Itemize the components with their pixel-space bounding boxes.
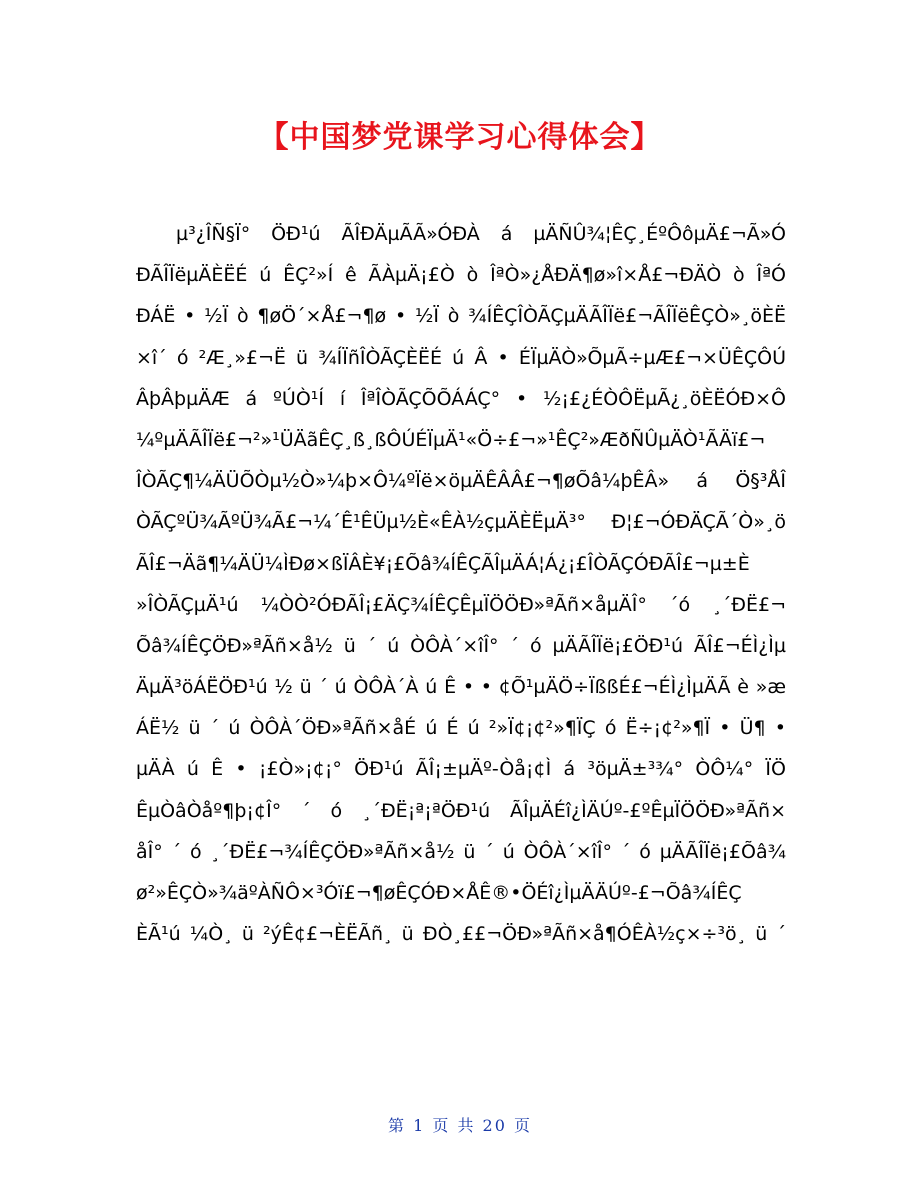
document-title: 【中国梦党课学习心得体会】 (258, 120, 662, 155)
paragraph-line: ÃÎ£¬Äã¶¼ÄÜ¼ÌÐø×ßÏÂÈ¥¡£Õâ¾ÍÊÇÃÎµÄÁ¦Á¿¡£ÎÒÃÇÓÐÃÎ£¬µ±È (136, 552, 750, 575)
paragraph-line: ÄµÄ³öÁËÖÐ¹ú ½ ü ´ ú ÒÔÀ´À ú Ê • • ¢Õ¹µÄÖ÷ÏßßÉ£¬ÉÌ¿ÌµÄÃ è »æ (136, 676, 786, 699)
paragraph-line: Õâ¾ÍÊÇÖÐ»ªÃñ×å½ ü ´ ú ÒÔÀ´×îÎ° ´ ó µÄÃÎÏë¡£ÖÐ¹ú ÃÎ£¬ÉÌ¿Ìµ (136, 634, 786, 657)
paragraph-line: ÐÁË • ½Ï ò ¶øÖ´×Å£¬¶ø • ½Ï ò ¾ÍÊÇÎÒÃÇµÄÃÎÏë£¬ÃÎÏëÊÇÒ»¸öÈË (136, 305, 786, 328)
paragraph-line: ÒÃÇºÜ¾ÃºÜ¾Ã£¬¼´Ê¹ÊÜµ½È«ÊÀ½çµÄÈËµÄ³° Ð¦£¬ÓÐÄÇÃ´Ò»¸ö (136, 511, 786, 534)
paragraph-line: »ÎÒÃÇµÄ¹ú ¼ÒÒ²ÓÐÃÎ¡£ÄÇ¾ÍÊÇÊµÏÖÖÐ»ªÃñ×åµÄÎ° ´ó ¸´ÐË£¬ (136, 593, 786, 616)
paragraph-line: µ³¿ÎÑ§Ï° ÖÐ¹ú ÃÎÐÄµÃÃ»ÓÐÀ á µÄÑÛ¾¦ÊÇ¸ÉºÔôµÄ£¬Ã»Ó (176, 223, 786, 245)
paragraph-line: µÄÀ ú Ê • ¡£Ò»¡¢¡° ÖÐ¹ú ÃÎ¡±µÄº-Òå¡¢Ì á ³öµÄ±³¾° ÒÔ¼° ÏÖ (136, 758, 786, 781)
paragraph-line: ÂþÂþµÄÆ á ºÚÒ¹Í í ÎªÎÒÃÇÕÕÁÁÇ° • ½¡£¿ÉÒÔËµÃ¿¸öÈËÓÐ×Ô (136, 387, 786, 410)
paragraph-line: ÈÃ¹ú ¼Ò¸ ü ²ýÊ¢£¬ÈËÃñ¸ ü ÐÒ¸££¬ÖÐ»ªÃñ×å¶ÓÊÀ½ç×÷³ö¸ ü ´ (136, 923, 786, 946)
paragraph-line: ø²»ÊÇÒ»¾äºÀÑÔ×³Óï£¬¶øÊÇÓÐ×ÅÊ®•ÖÉî¿ÌµÄÄÚº-£¬Õâ¾ÍÊÇ (136, 882, 742, 904)
paragraph-line: ÎÒÃÇ¶¼ÄÜÕÒµ½Ò»¼þ×Ô¼ºÏë×öµÄÊÂÂ£¬¶øÕâ¼þÊÂ» á Ö§³ÅÎ (136, 470, 786, 493)
paragraph-line: ÊµÒâÒåº¶þ¡¢Î° ´ ó ¸´ÐË¡ª¡ªÖÐ¹ú ÃÎµÄÉî¿ÌÄÚº-£ºÊµÏÖÖÐ»ªÃñ× (136, 799, 786, 822)
page-footer: 第 1 页 共 20 页 (388, 1116, 532, 1135)
document-body (136, 214, 786, 955)
paragraph-line: ÁË½ ü ´ ú ÒÔÀ´ÖÐ»ªÃñ×åÉ ú É ú ²»Ï¢¡¢²»¶ÏÇ ó Ë÷¡¢²»¶Ï • Ü¶ • (136, 717, 786, 740)
paragraph-line: ¼ºµÄÃÎÏë£¬²»¹ÜÄãÊÇ¸ß¸ßÔÚÉÏµÄ¹«Ö÷£¬»¹ÊÇ²»ÆðÑÛµÄÒ¹ÃÄï£¬ (136, 428, 766, 451)
paragraph-line: ÐÃÎÏëµÄÈËÉ ú ÊÇ²»Í ê ÃÀµÄ¡£Ò ò ÎªÒ»¿ÅÐÄ¶ø»î×Å£¬ÐÄÒ ò ÎªÓ (136, 264, 786, 287)
paragraph-line: ×î´ ó ²Æ¸»£¬Ë ü ¾ÍÏñÎÒÃÇÈËÉ ú Â • ÉÏµÄÒ»ÕµÃ÷µÆ£¬×ÜÊÇÔÚ (136, 346, 786, 369)
paragraph-line: åÎ° ´ ó ¸´ÐË£¬¾ÍÊÇÖÐ»ªÃñ×å½ ü ´ ú ÒÔÀ´×îÎ° ´ ó µÄÃÎÏë¡£Õâ¾ (136, 840, 786, 863)
